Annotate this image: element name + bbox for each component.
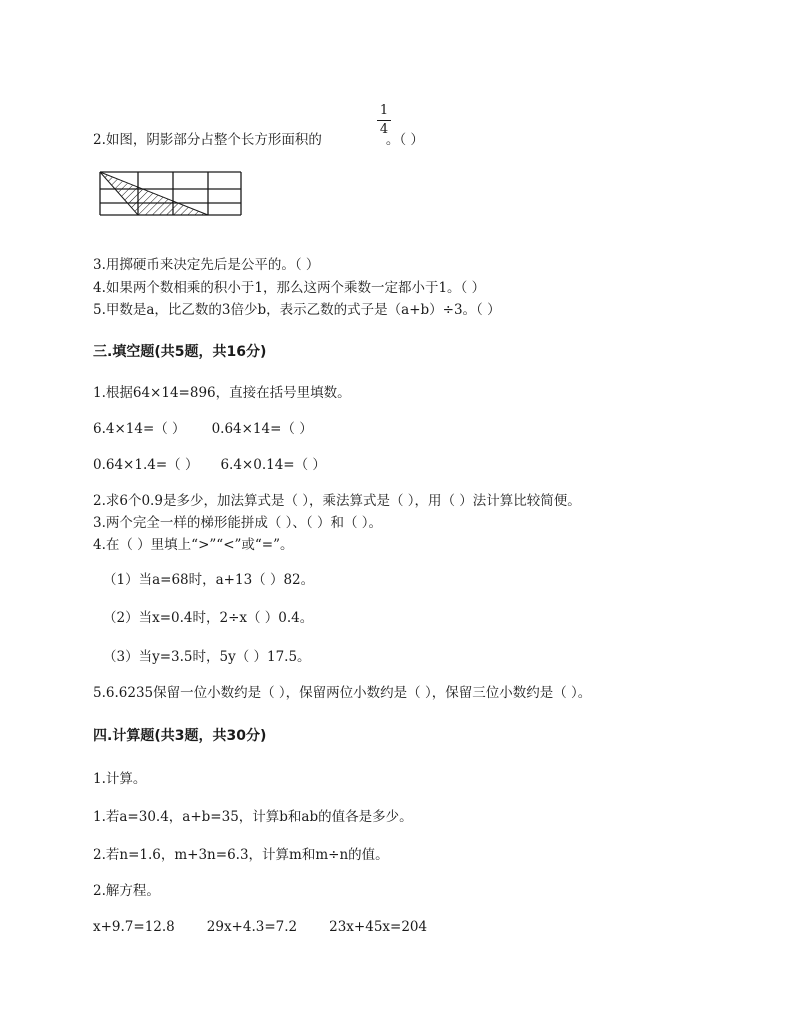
equation-3: 23x+45x=204 — [329, 919, 428, 935]
fill-q1-row2 — [93, 456, 326, 474]
fraction-numerator: 1 — [379, 103, 389, 118]
judge-q2-prefix: 2.如图，阴影部分占整个长方形面积的 — [93, 132, 322, 148]
judge-q2 — [93, 131, 424, 149]
fill-q1-row1 — [93, 420, 313, 438]
fill-q4-1: （1）当a=68时，a+13（ ）82。 — [103, 572, 315, 588]
judge-q5: 5.甲数是a，比乙数的3倍少b，表示乙数的式子是（a+b）÷3。（ ） — [93, 302, 501, 318]
fill-q4-2: （2）当x=0.4时，2÷x（ ）0.4。 — [103, 610, 314, 626]
judge-q2-suffix: 。（ ） — [385, 132, 424, 148]
fill-q1-r1b: 0.64×14=（ ） — [211, 421, 313, 437]
judge-q3: 3.用掷硬币来决定先后是公平的。（ ） — [93, 257, 320, 273]
one-quarter-fraction — [377, 104, 391, 137]
fraction-bar — [377, 120, 391, 121]
calc-q1-1: 1.若a=30.4，a+b=35，计算b和ab的值各是多少。 — [93, 809, 413, 825]
calc-q2: 2.解方程。 — [93, 883, 160, 899]
shaded-rectangle-figure — [98, 170, 244, 220]
equation-2: 29x+4.3=7.2 — [206, 919, 298, 935]
fill-q4-3: （3）当y=3.5时，5y（ ）17.5。 — [103, 649, 311, 665]
judge-q4: 4.如果两个数相乘的积小于1，那么这两个乘数一定都小于1。（ ） — [93, 280, 486, 296]
fill-q3: 3.两个完全一样的梯形能拼成（ ）、（ ）和（ ）。 — [93, 515, 383, 531]
shaded-triangle — [100, 172, 208, 215]
fill-q1-r2b: 6.4×0.14=（ ） — [220, 457, 326, 473]
fraction-denominator: 4 — [379, 122, 389, 137]
equation-1: x+9.7=12.8 — [93, 919, 175, 935]
fill-q2: 2.求6个0.9是多少，加法算式是（ ），乘法算式是（ ），用（ ）法计算比较简便。 — [93, 493, 581, 509]
section4-heading: 四.计算题(共3题，共30分) — [93, 728, 267, 744]
fill-q5: 5.6.6235保留一位小数约是（ ），保留两位小数约是（ ），保留三位小数约是（ ）。 — [93, 685, 592, 701]
calc-equations — [93, 918, 427, 936]
fill-q1-r1a: 6.4×14=（ ） — [93, 421, 186, 437]
calc-q1-2: 2.若n=1.6，m+3n=6.3，计算m和m÷n的值。 — [93, 847, 389, 863]
section3-heading: 三.填空题(共5题，共16分) — [93, 344, 267, 360]
fill-q1-r2a: 0.64×1.4=（ ） — [93, 457, 199, 473]
fill-q4: 4.在（ ）里填上“>”“<”或“=”。 — [93, 537, 294, 553]
calc-q1: 1.计算。 — [93, 771, 147, 787]
fill-q1: 1.根据64×14=896，直接在括号里填数。 — [93, 385, 351, 401]
